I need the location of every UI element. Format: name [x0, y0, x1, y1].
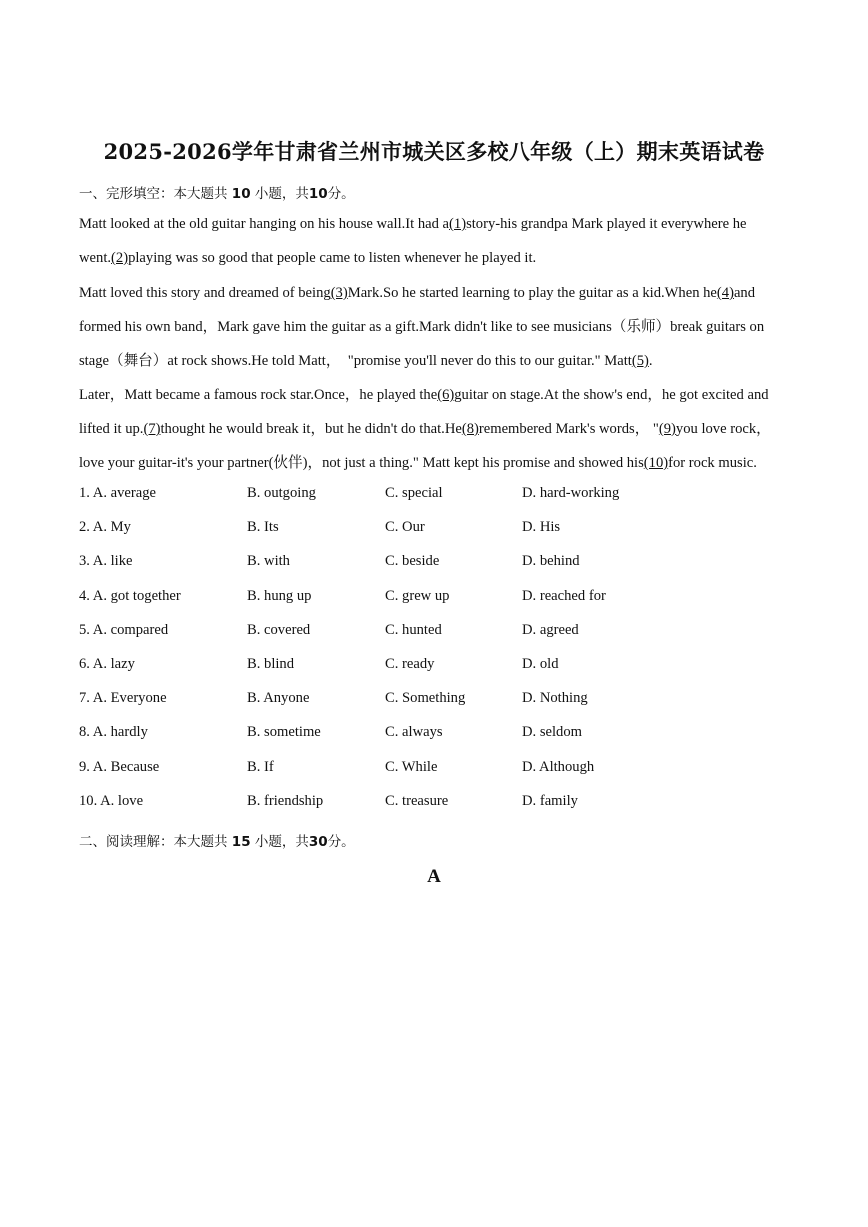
option-c: C. Something: [385, 690, 466, 707]
option-c: C. hunted: [385, 621, 442, 638]
passage-paragraph-2: Matt loved this story and dreamed of being(3)Mark.So he started learning to play the guitar as a kid.When he(4)and formed his own band，Mark gave him the guitar as a gift.Mark didn't like to see musicians（乐师）break guitars on stage（舞台）at rock shows.He told Matt， "promise you'll never do this to our guitar." Matt(5).: [79, 285, 765, 369]
option-b: B. outgoing: [247, 485, 316, 501]
option-c: C. always: [385, 724, 443, 741]
option-b: B. with: [247, 553, 290, 570]
option-b: B. covered: [247, 621, 311, 638]
question-row: [79, 656, 799, 690]
blank-9: (9): [658, 421, 676, 437]
option-b: B. Its: [247, 519, 279, 536]
option-d: D. Nothing: [522, 690, 588, 707]
option-b: B. blind: [247, 655, 295, 672]
option-a: 10. A. love: [79, 792, 144, 809]
question-row: [79, 622, 799, 656]
option-d: D. behind: [522, 553, 580, 570]
option-d: D. seldom: [522, 724, 582, 741]
question-row: [79, 724, 799, 758]
option-d: D. agreed: [522, 621, 579, 638]
option-d: D. old: [522, 655, 559, 672]
option-a: 2. A. My: [79, 519, 131, 536]
question-row: [79, 793, 799, 827]
blank-4: (4): [716, 285, 734, 301]
option-b: B. hung up: [247, 587, 312, 604]
option-d: D. hard-working: [522, 485, 620, 501]
option-b: B. friendship: [247, 792, 324, 809]
option-c: C. treasure: [385, 792, 449, 809]
option-d: D. reached for: [522, 587, 606, 604]
blank-10: (10): [643, 455, 669, 471]
option-a: 3. A. like: [79, 553, 133, 570]
passage-a-heading: A: [427, 866, 441, 887]
option-c: C. beside: [385, 553, 440, 570]
answer-options: [79, 485, 799, 827]
option-c: C. Our: [385, 519, 425, 536]
passage-paragraph-3: Later，Matt became a famous rock star.Once，he played the(6)guitar on stage.At the show's end，he got excited and lifted it up.(7)thought he would break it，but he didn't do that.He(8)remembered Mark's words， "(9)you love rock， love your guitar-it's your partner(伙伴)，not just a thing." Matt kept his promise and showed his(10)for rock music.: [79, 387, 771, 471]
question-row: [79, 485, 799, 519]
option-a: 8. A. hardly: [79, 724, 148, 741]
question-row: [79, 759, 799, 793]
option-a: 9. A. Because: [79, 758, 160, 775]
question-row: [79, 588, 799, 622]
option-a: 1. A. average: [79, 485, 156, 501]
passage-paragraph-1: Matt looked at the old guitar hanging on his house wall.It had a(1)story-his grandpa Mark played it everywhere he went.(2)playing was so good that people came to listen whenever he played it.: [79, 216, 747, 266]
option-d: D. family: [522, 792, 578, 809]
question-row: [79, 690, 799, 724]
blank-8: (8): [461, 421, 479, 437]
option-a: 4. A. got together: [79, 587, 181, 604]
blank-2: (2): [111, 250, 129, 266]
question-row: [79, 519, 799, 553]
section-heading-reading: 二、阅读理解：本大题共 15 小题，共30分。: [79, 834, 355, 850]
option-b: B. sometime: [247, 724, 321, 741]
option-a: 7. A. Everyone: [79, 690, 167, 707]
option-d: D. Although: [522, 758, 595, 775]
blank-5: (5): [631, 353, 649, 369]
page-title: 2025-2026学年甘肃省兰州市城关区多校八年级（上）期末英语试卷: [103, 139, 765, 164]
option-a: 5. A. compared: [79, 621, 169, 638]
option-c: C. ready: [385, 655, 435, 672]
blank-3: (3): [330, 285, 348, 301]
option-b: B. Anyone: [247, 690, 310, 707]
blank-7: (7): [143, 421, 161, 437]
section-heading-cloze: 一、完形填空：本大题共 10 小题，共10分。: [79, 186, 355, 202]
option-c: C. grew up: [385, 587, 450, 604]
option-c: C. special: [385, 485, 443, 501]
option-b: B. If: [247, 758, 274, 775]
option-d: D. His: [522, 519, 561, 536]
question-row: [79, 553, 799, 587]
option-a: 6. A. lazy: [79, 655, 135, 672]
blank-6: (6): [437, 387, 455, 403]
option-c: C. While: [385, 758, 438, 775]
blank-1: (1): [449, 216, 467, 232]
